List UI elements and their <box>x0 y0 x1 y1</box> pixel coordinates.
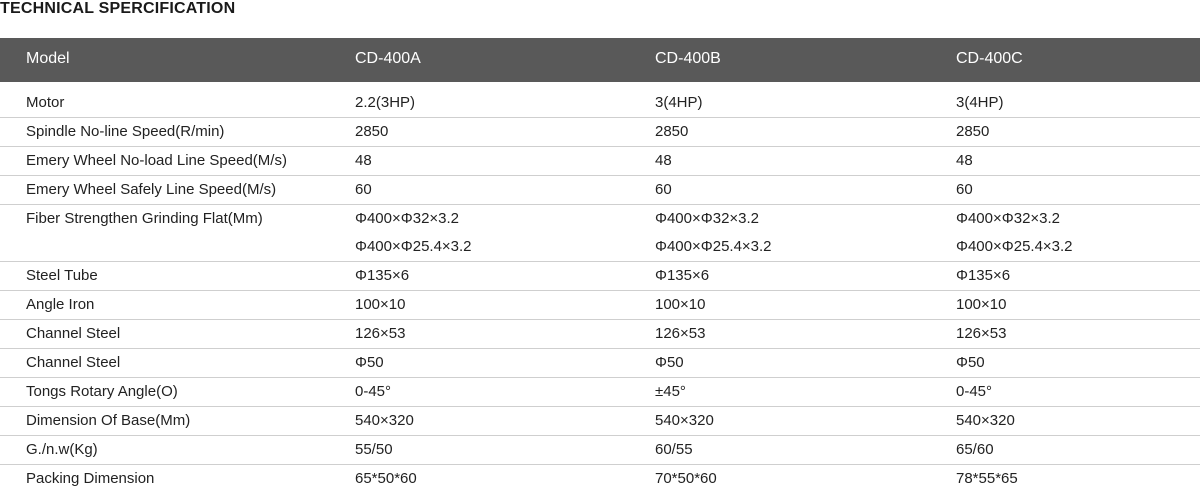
value-line: 126×53 <box>956 325 1007 342</box>
value-line: 2.2(3HP) <box>355 94 416 111</box>
value-line: Φ400×Φ32×3.2 <box>956 210 1061 227</box>
row-value <box>655 349 684 377</box>
row-label: G./n.w(Kg) <box>26 441 98 458</box>
row-value <box>956 378 992 406</box>
value-line: 60/55 <box>655 441 693 458</box>
table-row <box>0 89 1200 118</box>
value-line: 65*50*60 <box>355 470 417 487</box>
row-value <box>655 436 693 464</box>
page-title: TECHNICAL SPERCIFICATION <box>0 0 236 17</box>
row-value <box>355 349 384 377</box>
row-value <box>355 407 414 435</box>
row-label: Channel Steel <box>26 354 121 371</box>
value-line: 48 <box>355 152 372 169</box>
row-value <box>655 147 672 175</box>
value-line: 65/60 <box>956 441 994 458</box>
value-line: 126×53 <box>655 325 706 342</box>
table-row <box>0 436 1200 465</box>
row-label: Angle Iron <box>26 296 95 313</box>
value-line: 48 <box>655 152 672 169</box>
row-label: Emery Wheel Safely Line Speed(M/s) <box>26 181 277 198</box>
row-value <box>355 465 417 493</box>
value-line: 60 <box>956 181 973 198</box>
table-row <box>0 176 1200 205</box>
row-value <box>355 205 472 261</box>
row-label: Packing Dimension <box>26 470 155 487</box>
row-value <box>355 436 393 464</box>
table-row <box>0 147 1200 176</box>
value-line: 540×320 <box>956 412 1015 429</box>
table-row <box>0 205 1200 262</box>
row-value <box>655 291 705 319</box>
row-value <box>655 465 717 493</box>
row-value <box>355 147 372 175</box>
value-line: 3(4HP) <box>956 94 1004 111</box>
row-value <box>956 436 994 464</box>
value-line: 60 <box>655 181 672 198</box>
value-line: 0-45° <box>956 383 993 400</box>
table-row <box>0 262 1200 291</box>
value-line: 55/50 <box>355 441 393 458</box>
row-value <box>956 291 1006 319</box>
row-value <box>655 378 686 406</box>
row-value <box>956 407 1015 435</box>
header-cd-400b: CD-400B <box>655 50 721 67</box>
value-line: 100×10 <box>355 296 406 313</box>
row-value <box>956 118 989 146</box>
value-line: 540×320 <box>655 412 714 429</box>
row-value <box>956 262 1010 290</box>
value-line: Φ135×6 <box>355 267 410 284</box>
row-value <box>655 407 714 435</box>
value-line: 126×53 <box>355 325 406 342</box>
value-line: 540×320 <box>355 412 414 429</box>
table-row <box>0 407 1200 436</box>
value-line: Φ135×6 <box>956 267 1011 284</box>
row-value <box>355 176 372 204</box>
row-label: Tongs Rotary Angle(O) <box>26 383 178 400</box>
value-line: 2850 <box>655 123 689 140</box>
row-value <box>956 176 973 204</box>
value-line: Φ400×Φ32×3.2 <box>355 210 460 227</box>
table-row <box>0 118 1200 147</box>
value-line: Φ400×Φ32×3.2 <box>655 210 760 227</box>
row-label: Dimension Of Base(Mm) <box>26 412 191 429</box>
row-label: Fiber Strengthen Grinding Flat(Mm) <box>26 210 263 227</box>
row-value <box>655 262 709 290</box>
table-row <box>0 320 1200 349</box>
value-line: 48 <box>956 152 973 169</box>
value-line: Φ50 <box>355 354 384 371</box>
row-value <box>355 89 415 117</box>
value-line: 70*50*60 <box>655 470 717 487</box>
table-header <box>0 38 1200 82</box>
value-line: 0-45° <box>355 383 392 400</box>
row-label: Emery Wheel No-load Line Speed(M/s) <box>26 152 287 169</box>
row-value <box>655 118 688 146</box>
spec-table-body <box>0 89 1200 493</box>
row-label: Motor <box>26 94 65 111</box>
table-row <box>0 378 1200 407</box>
table-row <box>0 291 1200 320</box>
row-value <box>655 320 705 348</box>
value-line: 60 <box>355 181 372 198</box>
row-value <box>355 262 409 290</box>
value-line: 3(4HP) <box>655 94 703 111</box>
row-value <box>355 118 388 146</box>
value-line: 2850 <box>355 123 389 140</box>
row-value <box>655 205 772 261</box>
row-label: Channel Steel <box>26 325 121 342</box>
row-value <box>655 89 703 117</box>
value-line: ±45° <box>655 383 686 400</box>
row-value <box>956 465 1018 493</box>
header-cd-400c: CD-400C <box>956 50 1023 67</box>
value-line: Φ400×Φ25.4×3.2 <box>355 238 472 255</box>
value-line: Φ50 <box>655 354 684 371</box>
row-label: Spindle No-line Speed(R/min) <box>26 123 225 140</box>
header-model: Model <box>26 50 70 67</box>
row-value <box>355 320 405 348</box>
row-value <box>956 320 1006 348</box>
header-cd-400a: CD-400A <box>355 50 421 67</box>
row-label: Steel Tube <box>26 267 98 284</box>
value-line: 2850 <box>956 123 990 140</box>
value-line: Φ50 <box>956 354 985 371</box>
value-line: 100×10 <box>956 296 1007 313</box>
value-line: Φ135×6 <box>655 267 710 284</box>
row-value <box>956 89 1004 117</box>
table-row <box>0 349 1200 378</box>
table-row <box>0 465 1200 493</box>
row-value <box>956 205 1073 261</box>
row-value <box>956 349 985 377</box>
row-value <box>355 378 391 406</box>
value-line: 100×10 <box>655 296 706 313</box>
row-value <box>956 147 973 175</box>
value-line: Φ400×Φ25.4×3.2 <box>655 238 772 255</box>
value-line: 78*55*65 <box>956 470 1018 487</box>
row-value <box>655 176 672 204</box>
value-line: Φ400×Φ25.4×3.2 <box>956 238 1073 255</box>
row-value <box>355 291 405 319</box>
